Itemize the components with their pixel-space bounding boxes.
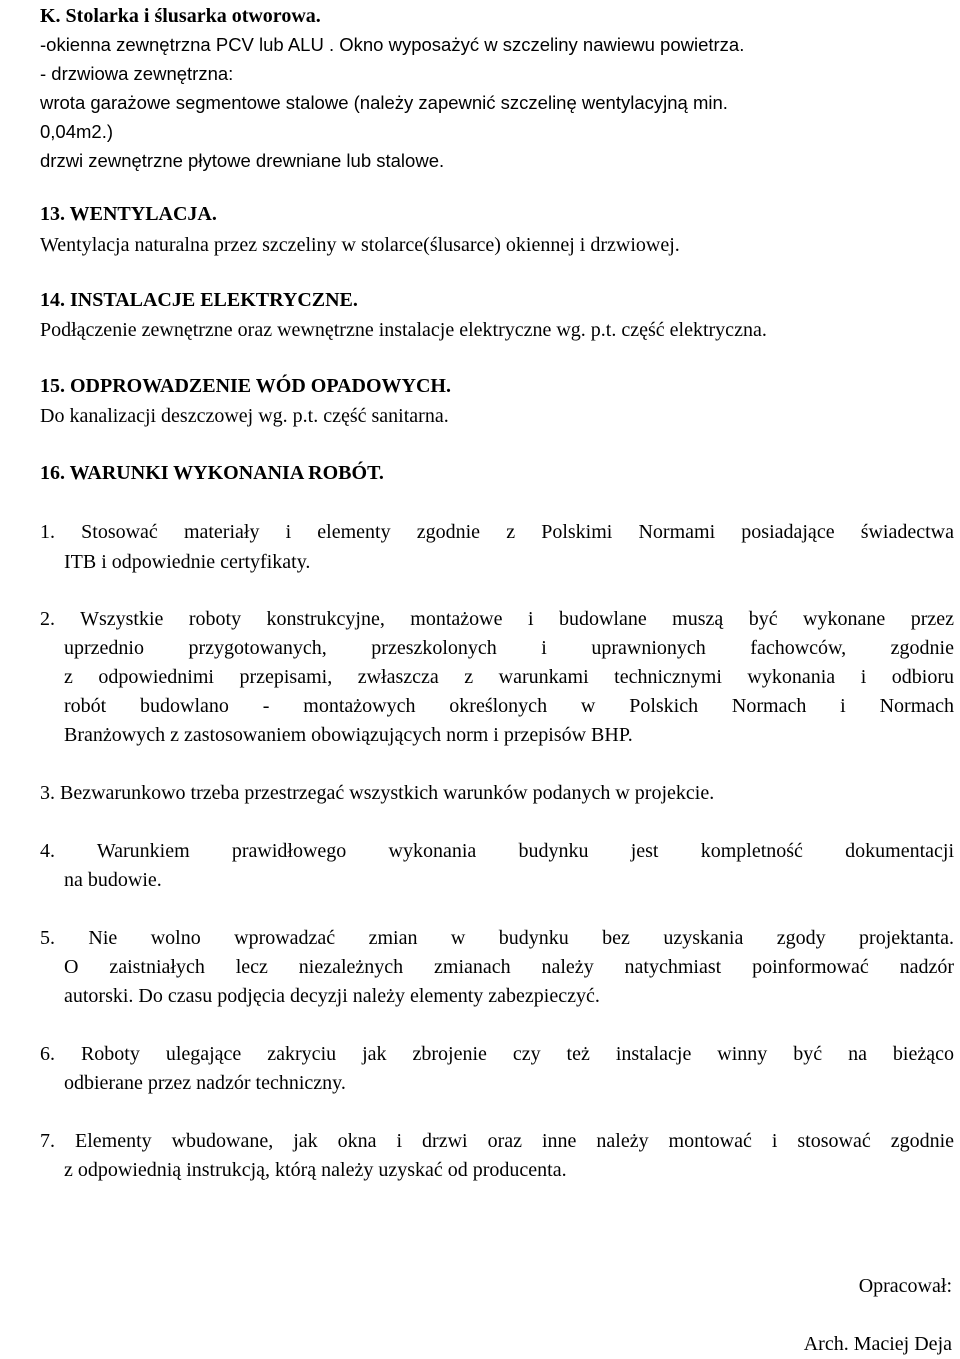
item-6-line-2: odbierane przez nadzór techniczny. (64, 1072, 346, 1094)
item-5-line-2: O zaistniałych lecz niezależnych zmianach należy natychmiast poinformować nadzór (64, 956, 954, 978)
section-14-text: Podłączenie zewnętrzne oraz wewnętrzne instalacje elektryczne wg. p.t. część elektryczna. (40, 319, 767, 341)
signature-label: Opracował: (858, 1275, 952, 1297)
signature-name: Arch. Maciej Deja (803, 1333, 952, 1355)
section-16-title: 16. WARUNKI WYKONANIA ROBÓT. (40, 462, 384, 484)
item-3-line-1: 3. Bezwarunkowo trzeba przestrzegać wszystkich warunków podanych w projekcie. (40, 782, 715, 804)
item-2-line-3: z odpowiednimi przepisami, zwłaszcza z warunkami technicznymi wykonania i odbioru (64, 666, 954, 688)
item-2-line-5: Branżowych z zastosowaniem obowiązujących norm i przepisów BHP. (64, 724, 633, 746)
section-k-line-5: drzwi zewnętrzne płytowe drewniane lub stalowe. (40, 150, 445, 171)
item-4-line-1: 4. Warunkiem prawidłowego wykonania budynku jest kompletność dokumentacji (40, 840, 954, 862)
section-15-title: 15. ODPROWADZENIE WÓD OPADOWYCH. (40, 375, 451, 397)
item-2-line-2: uprzednio przygotowanych, przeszkolonych i uprawnionych fachowców, zgodnie (64, 637, 954, 659)
section-k-line-1: -okienna zewnętrzna PCV lub ALU . Okno wyposażyć w szczeliny nawiewu powietrza. (40, 34, 745, 55)
item-5-line-3: autorski. Do czasu podjęcia decyzji należy elementy zabezpieczyć. (64, 985, 600, 1007)
section-13-title: 13. WENTYLACJA. (40, 203, 217, 225)
section-14-title: 14. INSTALACJE ELEKTRYCZNE. (40, 289, 358, 311)
item-2-line-4: robót budowlano - montażowych określonych w Polskich Normach i Normach (64, 695, 954, 717)
section-k-title: K. Stolarka i ślusarka otworowa. (40, 5, 321, 27)
item-1-line-2: ITB i odpowiednie certyfikaty. (64, 551, 311, 573)
section-15-text: Do kanalizacji deszczowej wg. p.t. część sanitarna. (40, 405, 449, 427)
item-2-line-1: 2. Wszystkie roboty konstrukcyjne, montażowe i budowlane muszą być wykonane przez (40, 608, 954, 630)
section-k-line-3: wrota garażowe segmentowe stalowe (należy zapewnić szczelinę wentylacyjną min. (40, 92, 728, 113)
item-5-line-1: 5. Nie wolno wprowadzać zmian w budynku bez uzyskania zgody projektanta. (40, 927, 954, 949)
section-13-text: Wentylacja naturalna przez szczeliny w stolarce(ślusarce) okiennej i drzwiowej. (40, 234, 680, 256)
section-k-line-2: - drzwiowa zewnętrzna: (40, 63, 234, 84)
item-4-line-2: na budowie. (64, 869, 162, 891)
item-6-line-1: 6. Roboty ulegające zakryciu jak zbrojenie czy też instalacje winny być na bieżąco (40, 1043, 954, 1065)
section-k-line-4: 0,04m2.) (40, 121, 114, 142)
item-7-line-1: 7. Elementy wbudowane, jak okna i drzwi oraz inne należy montować i stosować zgodnie (40, 1130, 954, 1152)
item-7-line-2: z odpowiednią instrukcją, którą należy uzyskać od producenta. (64, 1159, 567, 1181)
item-1-line-1: 1. Stosować materiały i elementy zgodnie z Polskimi Normami posiadające świadectwa (40, 521, 954, 543)
